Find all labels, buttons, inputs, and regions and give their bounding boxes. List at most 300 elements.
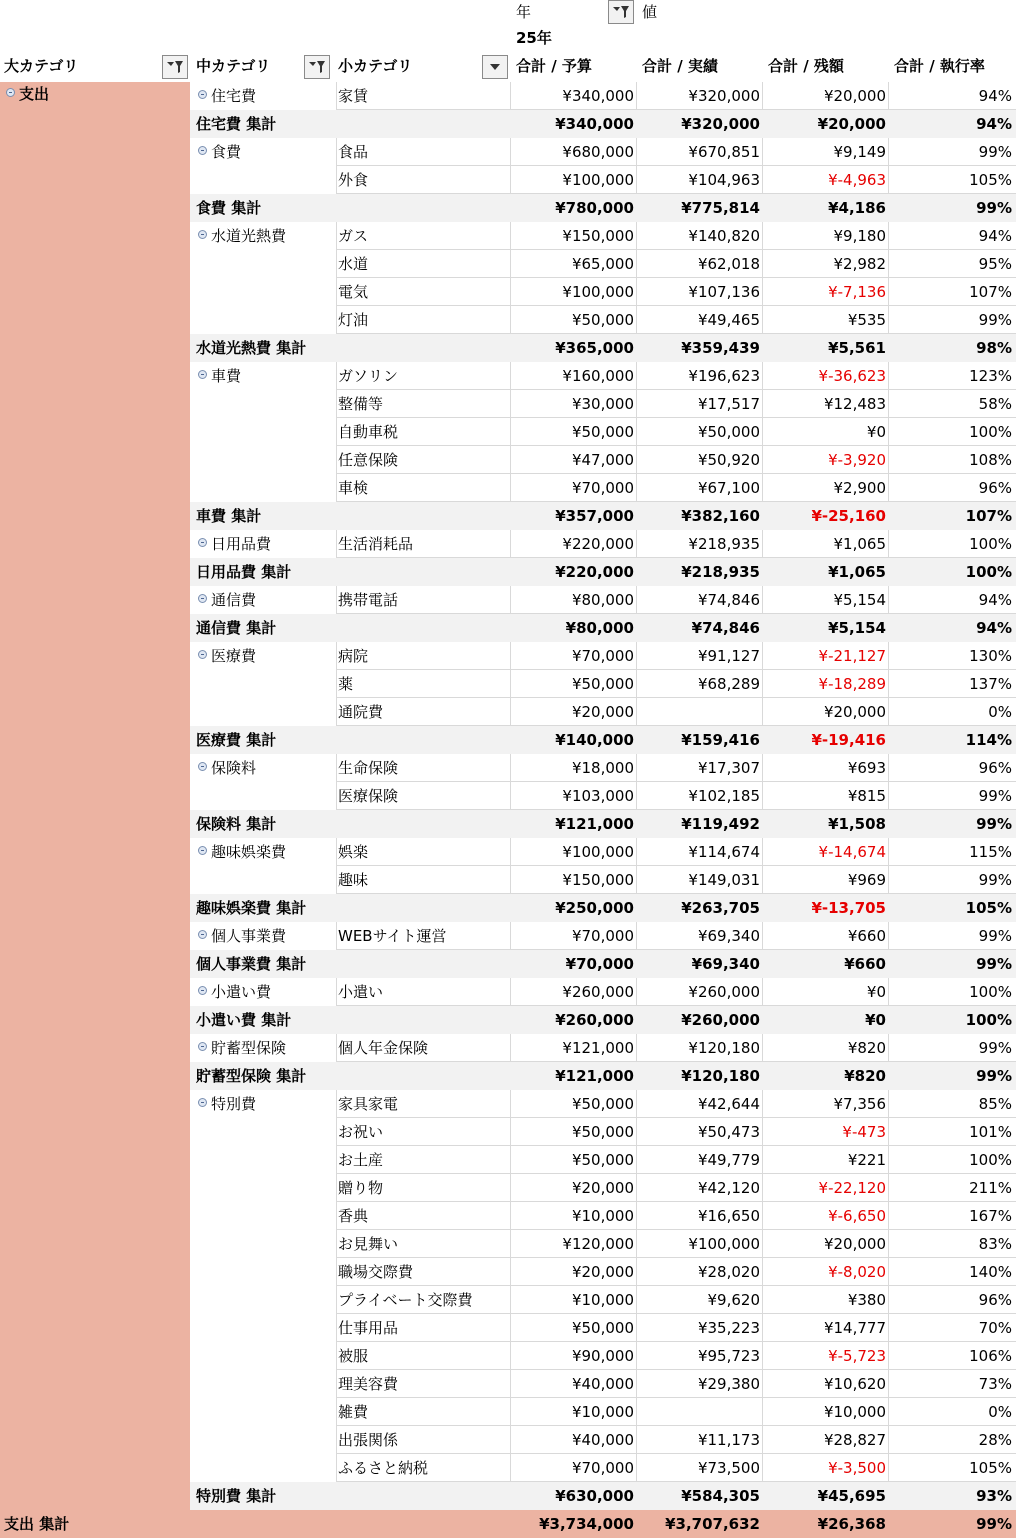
cell-divider [636,446,637,474]
subtotal-actual: ¥260,000 [681,1011,760,1029]
mid-category-item[interactable] [198,1090,256,1118]
cell-divider [636,390,637,418]
cell-divider [336,1230,337,1258]
remaining-value: ¥820 [847,1039,886,1057]
year-filter-button[interactable] [608,0,634,24]
cell-divider [762,1398,763,1426]
cell-divider [336,250,337,278]
cell-divider [888,670,889,698]
mid-category-label: 通信費 [211,591,257,609]
table-row [0,922,1016,950]
subtotal-budget: ¥357,000 [555,507,634,525]
budget-value: ¥20,000 [571,703,634,721]
small-category-label: 任意保険 [338,451,399,469]
small-category-label: 通院費 [338,703,384,721]
budget-value: ¥340,000 [562,87,634,105]
cell-divider [888,1258,889,1286]
mid-category-item[interactable] [198,922,286,950]
table-row [0,782,1016,810]
cell-divider [510,866,511,894]
subtotal-budget: ¥121,000 [555,1067,634,1085]
cell-divider [636,1398,637,1426]
subtotal-row [190,110,1016,138]
budget-value: ¥70,000 [571,479,634,497]
mid-category-item[interactable] [198,138,241,166]
actual-value: ¥100,000 [688,1235,760,1253]
large-category-filter-button[interactable] [162,55,188,79]
cell-divider [762,1258,763,1286]
budget-value: ¥50,000 [571,675,634,693]
table-row [0,838,1016,866]
small-category-label: 贈り物 [338,1179,384,1197]
cell-divider [336,1370,337,1398]
subtotal-remaining: ¥0 [865,1011,886,1029]
actual-value: ¥9,620 [707,1291,760,1309]
remaining-value: ¥693 [847,759,886,777]
cell-divider [336,1090,337,1118]
remaining-value: ¥-21,127 [818,647,886,665]
expand-collapse-icon[interactable] [198,650,207,659]
col-header-mid-category: 中カテゴリ [196,57,271,75]
mid-category-label: 趣味娯楽費 [211,843,287,861]
pivot-header-area [0,0,1016,54]
cell-divider [510,642,511,670]
subtotal-actual: ¥74,846 [691,619,760,637]
subtotal-execution-rate: 93% [976,1487,1012,1505]
table-row [0,222,1016,250]
subtotal-label: 車費 集計 [196,507,262,525]
table-row [0,250,1016,278]
expand-collapse-icon[interactable] [198,1098,207,1107]
actual-value: ¥218,935 [688,535,760,553]
cell-divider [888,278,889,306]
cell-divider [636,1146,637,1174]
cell-divider [510,586,511,614]
cell-divider [888,390,889,418]
cell-divider [888,642,889,670]
actual-value: ¥42,644 [697,1095,760,1113]
expand-collapse-icon[interactable] [198,90,207,99]
small-category-label: 灯油 [338,311,369,329]
remaining-value: ¥20,000 [823,703,886,721]
execution-rate-value: 167% [969,1207,1012,1225]
cell-divider [336,1202,337,1230]
grand-total-label: 支出 集計 [4,1515,70,1533]
cell-divider [762,222,763,250]
cell-divider [636,1230,637,1258]
execution-rate-value: 211% [969,1179,1012,1197]
subtotal-budget: ¥121,000 [555,815,634,833]
mid-category-item[interactable] [198,1034,286,1062]
mid-category-item[interactable] [198,838,286,866]
subtotal-execution-rate: 114% [965,731,1012,749]
table-row [0,1202,1016,1230]
budget-value: ¥103,000 [562,787,634,805]
mid-category-item[interactable] [198,754,256,782]
remaining-value: ¥-6,650 [828,1207,886,1225]
expand-collapse-icon[interactable] [198,230,207,239]
subtotal-budget: ¥340,000 [555,115,634,133]
cell-divider [636,138,637,166]
subtotal-label: 貯蓄型保険 集計 [196,1067,307,1085]
cell-divider [762,838,763,866]
budget-value: ¥10,000 [571,1403,634,1421]
remaining-value: ¥0 [866,423,886,441]
subtotal-label: 通信費 集計 [196,619,277,637]
subtotal-remaining: ¥-25,160 [811,507,886,525]
cell-divider [888,754,889,782]
small-category-label: お見舞い [338,1235,399,1253]
expand-collapse-icon[interactable] [198,594,207,603]
cell-divider [888,474,889,502]
cell-divider [888,1202,889,1230]
execution-rate-value: 0% [988,1403,1012,1421]
mid-category-item[interactable] [198,362,241,390]
cell-divider [636,978,637,1006]
expand-collapse-icon[interactable] [198,1042,207,1051]
cell-divider [336,418,337,446]
col-header-remaining: 合計 / 残額 [768,57,844,75]
small-category-label: お土産 [338,1151,384,1169]
remaining-value: ¥1,065 [833,535,886,553]
cell-divider [762,754,763,782]
budget-value: ¥121,000 [562,1039,634,1057]
small-category-label: 仕事用品 [338,1319,399,1337]
col-header-actual: 合計 / 実績 [642,57,718,75]
cell-divider [636,166,637,194]
subtotal-row [190,194,1016,222]
remaining-value: ¥-18,289 [818,675,886,693]
small-category-label: 携帯電話 [338,591,399,609]
subtotal-remaining: ¥5,154 [828,619,886,637]
small-category-label: 趣味 [338,871,369,889]
expand-collapse-icon[interactable] [198,146,207,155]
remaining-value: ¥20,000 [823,87,886,105]
cell-divider [762,446,763,474]
small-category-label: 雑費 [338,1403,369,1421]
subtotal-execution-rate: 94% [976,619,1012,637]
cell-divider [888,1398,889,1426]
remaining-value: ¥9,180 [833,227,886,245]
expand-collapse-icon[interactable] [198,762,207,771]
budget-value: ¥20,000 [571,1263,634,1281]
cell-divider [636,222,637,250]
remaining-value: ¥-5,723 [828,1347,886,1365]
cell-divider [762,418,763,446]
budget-value: ¥50,000 [571,423,634,441]
execution-rate-value: 0% [988,703,1012,721]
budget-value: ¥47,000 [571,451,634,469]
cell-divider [336,978,337,1006]
small-category-label: 自動車税 [338,423,399,441]
small-category-label: ふるさと納税 [338,1459,429,1477]
expand-collapse-icon[interactable] [198,538,207,547]
cell-divider [510,1258,511,1286]
grand-total-budget: ¥3,734,000 [539,1515,634,1533]
table-row [0,1342,1016,1370]
cell-divider [888,1454,889,1482]
subtotal-remaining: ¥660 [844,955,886,973]
cell-divider [636,1454,637,1482]
subtotal-row [190,334,1016,362]
grand-total-remaining: ¥26,368 [817,1515,886,1533]
cell-divider [336,82,337,110]
budget-value: ¥50,000 [571,1319,634,1337]
execution-rate-value: 70% [978,1319,1012,1337]
table-row [0,1314,1016,1342]
table-row [0,1370,1016,1398]
cell-divider [510,1118,511,1146]
expand-collapse-icon[interactable] [198,930,207,939]
cell-divider [762,922,763,950]
mid-category-filter-button[interactable] [304,55,330,79]
subtotal-actual: ¥218,935 [681,563,760,581]
cell-divider [510,306,511,334]
small-category-label: 被服 [338,1347,369,1365]
mid-category-item[interactable] [198,222,286,250]
execution-rate-value: 99% [978,1039,1012,1057]
subtotal-remaining: ¥20,000 [817,115,886,133]
cell-divider [636,922,637,950]
mid-category-item[interactable] [198,586,256,614]
budget-value: ¥80,000 [571,591,634,609]
mid-category-label: 日用品費 [211,535,272,553]
subtotal-label: 食費 集計 [196,199,262,217]
subtotal-actual: ¥584,305 [681,1487,760,1505]
subtotal-remaining: ¥5,561 [828,339,886,357]
cell-divider [888,1230,889,1258]
cell-divider [510,1174,511,1202]
subtotal-execution-rate: 105% [965,899,1012,917]
actual-value: ¥11,173 [697,1431,760,1449]
actual-value: ¥49,779 [697,1151,760,1169]
table-row [0,362,1016,390]
actual-value: ¥35,223 [697,1319,760,1337]
year-field-label: 年 [516,3,532,21]
cell-divider [510,782,511,810]
actual-value: ¥50,000 [697,423,760,441]
execution-rate-value: 140% [969,1263,1012,1281]
cell-divider [336,1146,337,1174]
cell-divider [762,306,763,334]
subtotal-remaining: ¥4,186 [828,199,886,217]
cell-divider [510,1426,511,1454]
cell-divider [762,866,763,894]
small-category-label: 家賃 [338,87,369,105]
execution-rate-value: 99% [978,143,1012,161]
subtotal-row [190,810,1016,838]
subtotal-label: 特別費 集計 [196,1487,277,1505]
cell-divider [636,1426,637,1454]
small-category-label: お祝い [338,1123,384,1141]
cell-divider [762,978,763,1006]
cell-divider [336,586,337,614]
cell-divider [888,586,889,614]
cell-divider [336,1398,337,1426]
remaining-value: ¥815 [847,787,886,805]
budget-value: ¥100,000 [562,283,634,301]
actual-value: ¥17,517 [697,395,760,413]
small-category-label: 小遣い [338,983,384,1001]
col-header-small-category: 小カテゴリ [338,57,413,75]
cell-divider [510,250,511,278]
cell-divider [336,1118,337,1146]
cell-divider [636,82,637,110]
subtotal-budget: ¥780,000 [555,199,634,217]
cell-divider [336,698,337,726]
subtotal-row [190,1062,1016,1090]
cell-divider [510,1454,511,1482]
remaining-value: ¥660 [847,927,886,945]
mid-category-item[interactable] [198,82,256,110]
cell-divider [336,390,337,418]
cell-divider [636,586,637,614]
budget-value: ¥100,000 [562,843,634,861]
table-row [0,446,1016,474]
actual-value: ¥120,180 [688,1039,760,1057]
subtotal-remaining: ¥1,508 [828,815,886,833]
cell-divider [888,1034,889,1062]
subtotal-row [190,950,1016,978]
actual-value: ¥260,000 [688,983,760,1001]
remaining-value: ¥-14,674 [818,843,886,861]
mid-category-label: 医療費 [211,647,257,665]
cell-divider [762,1230,763,1258]
execution-rate-value: 107% [969,283,1012,301]
cell-divider [762,390,763,418]
cell-divider [762,642,763,670]
budget-value: ¥70,000 [571,647,634,665]
budget-value: ¥30,000 [571,395,634,413]
cell-divider [336,446,337,474]
execution-rate-value: 73% [978,1375,1012,1393]
remaining-value: ¥969 [847,871,886,889]
cell-divider [762,166,763,194]
budget-value: ¥680,000 [562,143,634,161]
cell-divider [336,530,337,558]
cell-divider [336,222,337,250]
cell-divider [336,670,337,698]
small-category-dropdown-button[interactable] [482,55,508,79]
expand-collapse-icon[interactable] [198,846,207,855]
execution-rate-value: 123% [969,367,1012,385]
table-row [0,82,1016,110]
subtotal-label: 医療費 集計 [196,731,277,749]
cell-divider [888,250,889,278]
table-row [0,866,1016,894]
expand-collapse-icon[interactable] [198,370,207,379]
cell-divider [888,530,889,558]
subtotal-budget: ¥220,000 [555,563,634,581]
table-row [0,278,1016,306]
cell-divider [636,1090,637,1118]
table-row [0,530,1016,558]
remaining-value: ¥-22,120 [818,1179,886,1197]
actual-value: ¥320,000 [688,87,760,105]
cell-divider [510,1202,511,1230]
cell-divider [636,250,637,278]
budget-value: ¥20,000 [571,1179,634,1197]
subtotal-label: 住宅費 集計 [196,115,277,133]
small-category-label: プライベート交際費 [338,1291,473,1309]
actual-value: ¥74,846 [697,591,760,609]
subtotal-label: 水道光熱費 集計 [196,339,307,357]
cell-divider [762,1034,763,1062]
budget-value: ¥18,000 [571,759,634,777]
actual-value: ¥149,031 [688,871,760,889]
subtotal-execution-rate: 107% [965,507,1012,525]
execution-rate-value: 99% [978,787,1012,805]
actual-value: ¥50,920 [697,451,760,469]
mid-category-item[interactable] [198,642,256,670]
actual-value: ¥73,500 [697,1459,760,1477]
cell-divider [510,1342,511,1370]
actual-value: ¥50,473 [697,1123,760,1141]
cell-divider [336,278,337,306]
cell-divider [510,1286,511,1314]
cell-divider [336,782,337,810]
cell-divider [636,1174,637,1202]
execution-rate-value: 96% [978,479,1012,497]
cell-divider [636,474,637,502]
cell-divider [510,670,511,698]
cell-divider [888,1174,889,1202]
subtotal-actual: ¥775,814 [681,199,760,217]
small-category-label: 娯楽 [338,843,369,861]
mid-category-item[interactable] [198,978,271,1006]
mid-category-label: 食費 [211,143,242,161]
execution-rate-value: 58% [978,395,1012,413]
table-row [0,474,1016,502]
small-category-label: ガソリン [338,367,399,385]
cell-divider [888,166,889,194]
cell-divider [888,446,889,474]
cell-divider [888,306,889,334]
budget-value: ¥40,000 [571,1431,634,1449]
small-category-label: 病院 [338,647,369,665]
cell-divider [762,670,763,698]
small-category-label: 職場交際費 [338,1263,414,1281]
remaining-value: ¥-8,020 [828,1263,886,1281]
mid-category-label: 個人事業費 [211,927,287,945]
mid-category-label: 貯蓄型保険 [211,1039,287,1057]
budget-value: ¥120,000 [562,1235,634,1253]
expand-collapse-icon[interactable] [198,986,207,995]
mid-category-item[interactable] [198,530,271,558]
actual-value: ¥29,380 [697,1375,760,1393]
cell-divider [888,838,889,866]
table-row [0,586,1016,614]
cell-divider [336,166,337,194]
subtotal-row [190,894,1016,922]
execution-rate-value: 95% [978,255,1012,273]
small-category-label: 食品 [338,143,369,161]
table-row [0,1230,1016,1258]
cell-divider [888,1146,889,1174]
execution-rate-value: 94% [978,227,1012,245]
subtotal-row [190,558,1016,586]
mid-category-label: 車費 [211,367,242,385]
execution-rate-value: 28% [978,1431,1012,1449]
cell-divider [336,642,337,670]
table-row [0,1118,1016,1146]
subtotal-actual: ¥159,416 [681,731,760,749]
cell-divider [336,138,337,166]
subtotal-remaining: ¥1,065 [828,563,886,581]
grand-total-actual: ¥3,707,632 [665,1515,760,1533]
remaining-value: ¥0 [866,983,886,1001]
cell-divider [510,1090,511,1118]
